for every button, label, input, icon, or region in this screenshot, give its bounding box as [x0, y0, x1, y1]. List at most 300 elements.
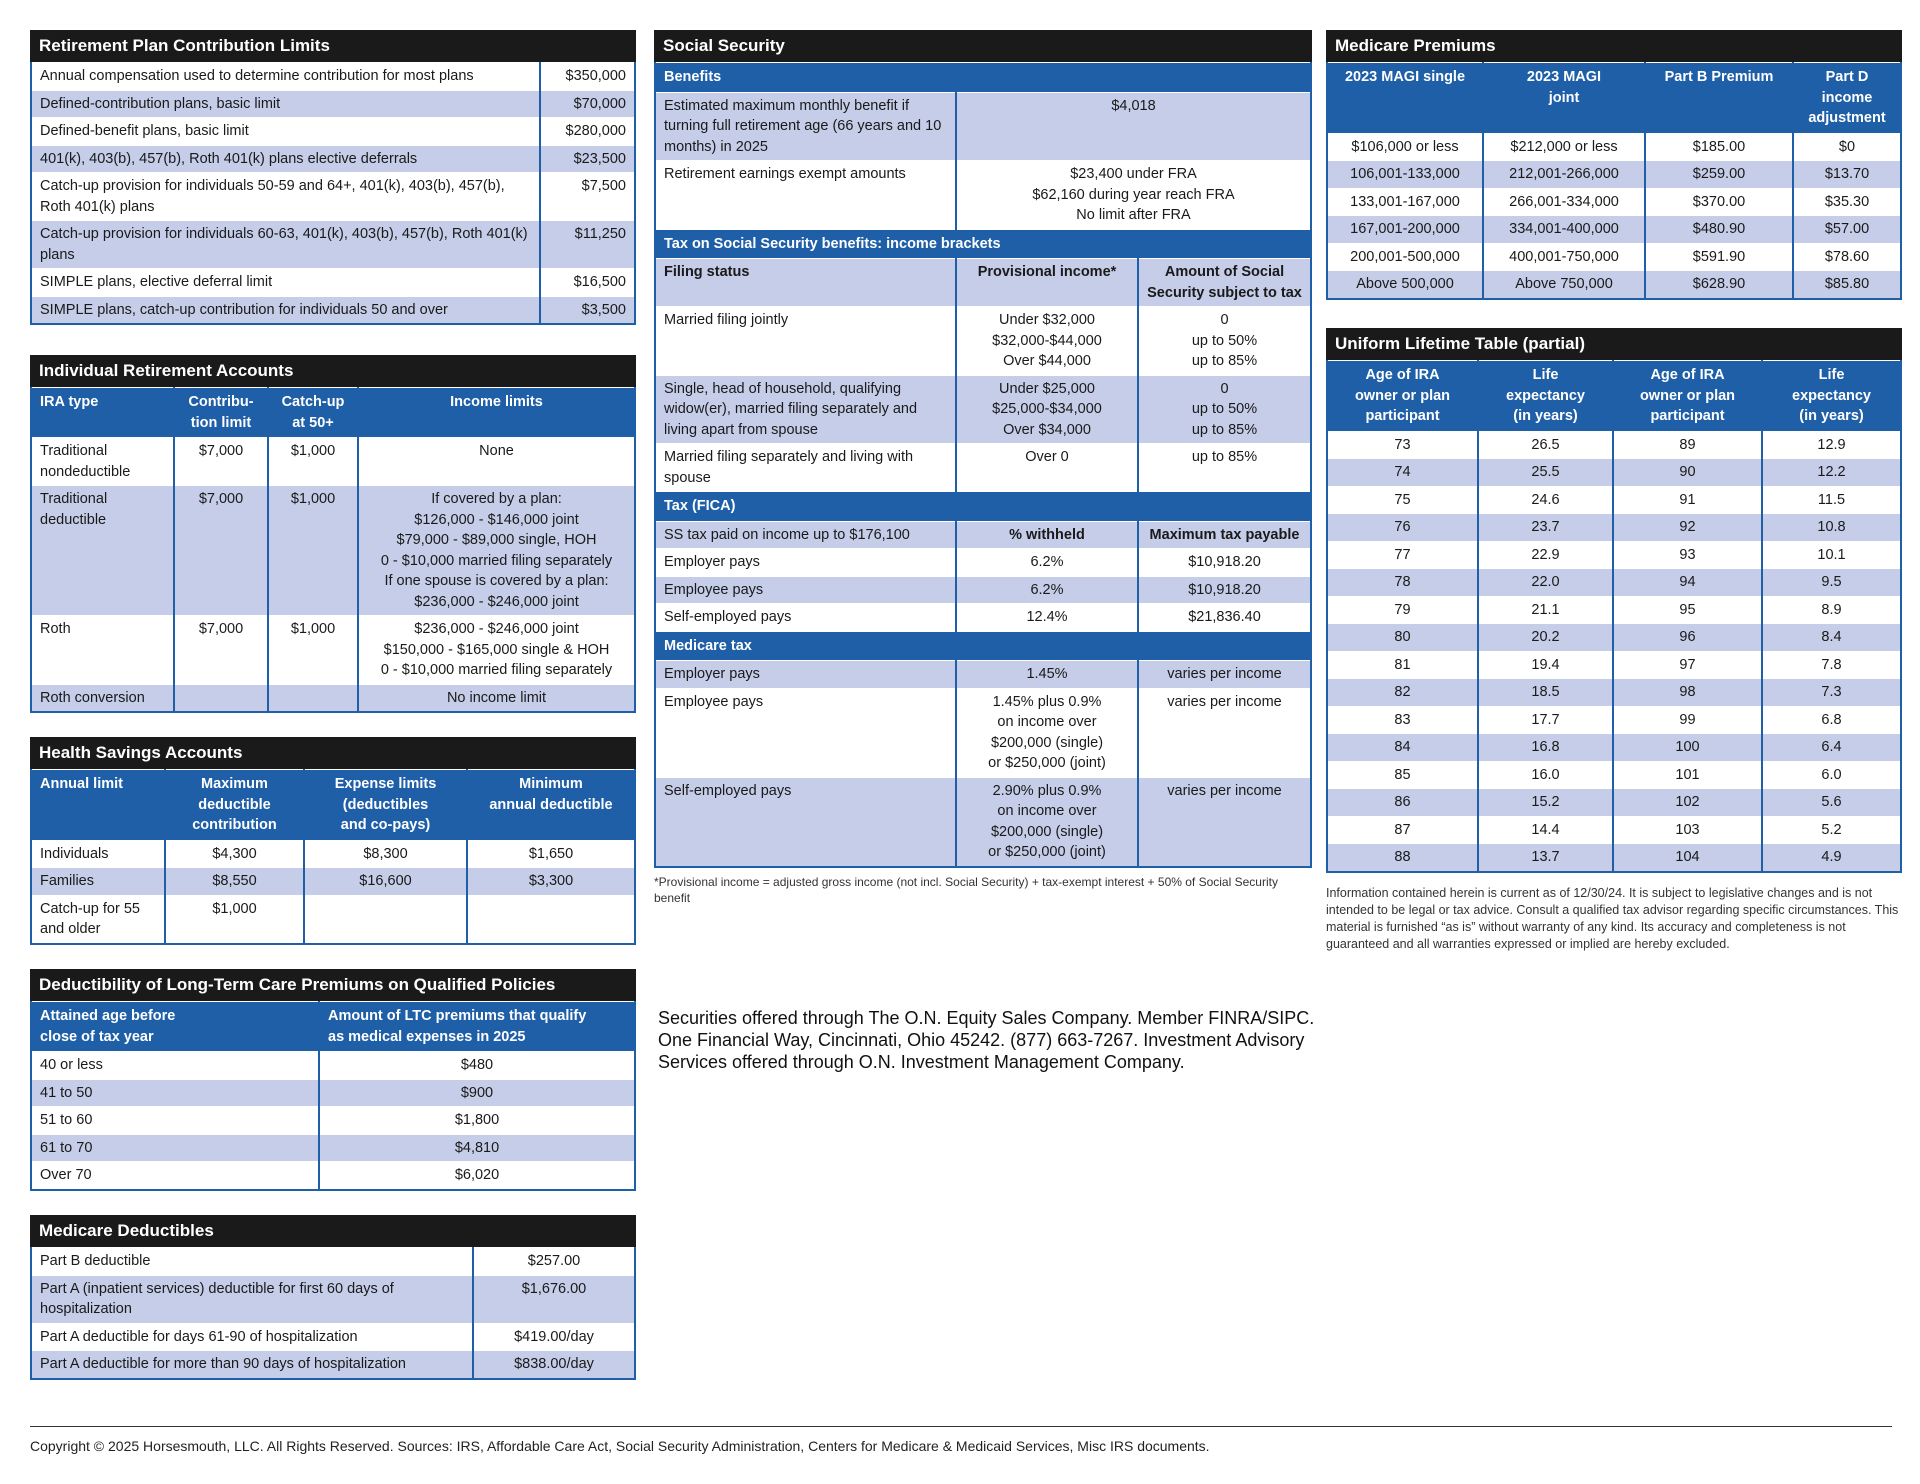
meddeduct-value: $1,676.00 [473, 1275, 634, 1323]
medprem-header-single: 2023 MAGI single [1328, 63, 1483, 134]
hsa-table [32, 769, 634, 943]
meddeduct-title: Medicare Deductibles [30, 1215, 636, 1247]
tax-header-provisional: Provisional income* [956, 259, 1138, 307]
medicare-tax-label: Employee pays [656, 688, 956, 777]
table-row [1328, 734, 1900, 762]
hsa-max: $1,000 [165, 895, 304, 943]
retirement-table [32, 62, 634, 323]
tax-header-filing: Filing status [656, 259, 956, 307]
ira-income: $236,000 - $246,000 joint $150,000 - $165,000 single & HOH 0 - $10,000 married filing separately [358, 616, 634, 685]
medprem-partd: $0 [1793, 133, 1900, 161]
medicare-premiums-table [1328, 62, 1900, 298]
ult-life: 22.0 [1478, 569, 1613, 597]
ult-age: 76 [1328, 514, 1478, 542]
ira-type: Roth [32, 616, 174, 685]
ult-life: 7.3 [1762, 679, 1900, 707]
medprem-joint: Above 750,000 [1483, 271, 1645, 298]
table-row [1328, 514, 1900, 542]
hsa-title: Health Savings Accounts [30, 737, 636, 769]
table-row [1328, 761, 1900, 789]
retirement-label: Annual compensation used to determine contribution for most plans [32, 63, 540, 91]
ult-life: 8.4 [1762, 624, 1900, 652]
table-row [32, 1275, 634, 1323]
table-row [32, 145, 634, 173]
table-row [32, 616, 634, 685]
retirement-value: $350,000 [540, 63, 634, 91]
retirement-label: Catch-up provision for individuals 50-59 and 64+, 401(k), 403(b), 457(b), Roth 401(k) plans [32, 173, 540, 221]
social-security-title: Social Security [654, 30, 1312, 62]
ult-life: 17.7 [1478, 706, 1613, 734]
ult-age: 99 [1613, 706, 1762, 734]
hsa-label: Families [32, 868, 165, 896]
retirement-label: SIMPLE plans, catch-up contribution for individuals 50 and over [32, 296, 540, 323]
tax-amount: 0 up to 50% up to 85% [1138, 375, 1310, 444]
table-row [32, 1323, 634, 1351]
medprem-partd: $13.70 [1793, 161, 1900, 189]
ltc-amount: $6,020 [319, 1162, 634, 1189]
table-row [1328, 243, 1900, 271]
table-row [1328, 706, 1900, 734]
table-row [1328, 216, 1900, 244]
medicare-tax-max: varies per income [1138, 777, 1310, 866]
retirement-value: $7,500 [540, 173, 634, 221]
ult-life: 9.5 [1762, 569, 1900, 597]
meddeduct-value: $838.00/day [473, 1351, 634, 1378]
ira-catchup [268, 684, 358, 711]
retirement-value: $280,000 [540, 118, 634, 146]
hsa-max: $4,300 [165, 840, 304, 868]
medprem-single: 106,001-133,000 [1328, 161, 1483, 189]
medprem-partd: $78.60 [1793, 243, 1900, 271]
ltc-header-age: Attained age before close of tax year [32, 1002, 319, 1052]
tax-header-amount: Amount of Social Security subject to tax [1138, 259, 1310, 307]
hsa-header-min: Minimum annual deductible [467, 770, 634, 841]
medicare-tax-rate: 1.45% [956, 661, 1138, 689]
ult-life: 6.0 [1762, 761, 1900, 789]
retirement-value: $23,500 [540, 145, 634, 173]
hsa-expense: $16,600 [304, 868, 467, 896]
ult-age: 104 [1613, 844, 1762, 871]
meddeduct-table [32, 1247, 634, 1378]
ult-life: 24.6 [1478, 486, 1613, 514]
fica-label: Employee pays [656, 576, 956, 604]
ult-age: 75 [1328, 486, 1478, 514]
ult-life: 16.0 [1478, 761, 1613, 789]
medicare-tax-max: varies per income [1138, 661, 1310, 689]
ult-life: 20.2 [1478, 624, 1613, 652]
hsa-label: Catch-up for 55 and older [32, 895, 165, 943]
tax-header-row [656, 259, 1310, 307]
tax-status: Married filing jointly [656, 307, 956, 376]
tax-brackets-subheading-label: Tax on Social Security benefits: income brackets [656, 229, 1310, 259]
hsa-expense: $8,300 [304, 840, 467, 868]
ult-age: 101 [1613, 761, 1762, 789]
tax-row [656, 375, 1310, 444]
medprem-partd: $35.30 [1793, 188, 1900, 216]
ira-catchup: $1,000 [268, 616, 358, 685]
medprem-joint: 212,001-266,000 [1483, 161, 1645, 189]
medprem-partb: $628.90 [1645, 271, 1793, 298]
retirement-value: $3,500 [540, 296, 634, 323]
table-row [1328, 541, 1900, 569]
meddeduct-label: Part B deductible [32, 1248, 473, 1276]
uniform-lifetime-panel [1326, 328, 1902, 953]
table-row [32, 1162, 634, 1189]
table-row [32, 1079, 634, 1107]
hsa-max: $8,550 [165, 868, 304, 896]
ult-life: 18.5 [1478, 679, 1613, 707]
medprem-partb: $480.90 [1645, 216, 1793, 244]
fica-row [656, 549, 1310, 577]
ltc-age: 41 to 50 [32, 1079, 319, 1107]
ult-age: 93 [1613, 541, 1762, 569]
medprem-partb: $370.00 [1645, 188, 1793, 216]
table-row [32, 118, 634, 146]
fica-withheld: 6.2% [956, 549, 1138, 577]
table-row [32, 684, 634, 711]
ult-life: 23.7 [1478, 514, 1613, 542]
meddeduct-value: $419.00/day [473, 1323, 634, 1351]
ult-life: 10.1 [1762, 541, 1900, 569]
ult-life: 16.8 [1478, 734, 1613, 762]
ltc-amount: $480 [319, 1052, 634, 1080]
ira-limit: $7,000 [174, 438, 268, 486]
tax-brackets-subheading [656, 229, 1310, 259]
ira-type: Traditional nondeductible [32, 438, 174, 486]
table-row [32, 221, 634, 269]
ult-life: 8.9 [1762, 596, 1900, 624]
hsa-expense [304, 895, 467, 943]
ult-life: 15.2 [1478, 789, 1613, 817]
fica-withheld: 6.2% [956, 576, 1138, 604]
ult-age: 95 [1613, 596, 1762, 624]
ult-header-life-1: Life expectancy (in years) [1478, 361, 1613, 432]
tax-income: Under $32,000 $32,000-$44,000 Over $44,000 [956, 307, 1138, 376]
hsa-label: Individuals [32, 840, 165, 868]
ltc-header-amount: Amount of LTC premiums that qualify as medical expenses in 2025 [319, 1002, 634, 1052]
ult-age: 91 [1613, 486, 1762, 514]
provisional-income-footnote: *Provisional income = adjusted gross income (not incl. Social Security) + tax-exempt interest + 50% of Social Security benefit [654, 874, 1278, 905]
retirement-value: $70,000 [540, 90, 634, 118]
ult-life: 14.4 [1478, 816, 1613, 844]
table-row [32, 1248, 634, 1276]
table-row [1328, 161, 1900, 189]
ult-age: 79 [1328, 596, 1478, 624]
fica-max: $21,836.40 [1138, 604, 1310, 632]
table-row [32, 1134, 634, 1162]
medprem-single: Above 500,000 [1328, 271, 1483, 298]
hsa-header-expense: Expense limits (deductibles and co-pays) [304, 770, 467, 841]
ult-life: 19.4 [1478, 651, 1613, 679]
table-row [1328, 459, 1900, 487]
ult-life: 25.5 [1478, 459, 1613, 487]
ult-age: 94 [1613, 569, 1762, 597]
ult-age: 74 [1328, 459, 1478, 487]
tax-amount: up to 85% [1138, 444, 1310, 492]
fica-subheading-label: Tax (FICA) [656, 492, 1310, 522]
ult-life: 7.8 [1762, 651, 1900, 679]
ult-age: 88 [1328, 844, 1478, 871]
fica-row [656, 604, 1310, 632]
ult-age: 89 [1613, 431, 1762, 459]
benefit-row [656, 161, 1310, 230]
benefits-subheading-label: Benefits [656, 63, 1310, 93]
ltc-table [32, 1001, 634, 1189]
retirement-title: Retirement Plan Contribution Limits [30, 30, 636, 62]
ult-life: 12.2 [1762, 459, 1900, 487]
retirement-label: 401(k), 403(b), 457(b), Roth 401(k) plans elective deferrals [32, 145, 540, 173]
ult-life: 4.9 [1762, 844, 1900, 871]
medprem-single: 200,001-500,000 [1328, 243, 1483, 271]
table-row [32, 438, 634, 486]
ltc-age: 40 or less [32, 1052, 319, 1080]
table-row [1328, 679, 1900, 707]
retirement-label: Catch-up provision for individuals 60-63, 401(k), 403(b), 457(b), Roth 401(k) plans [32, 221, 540, 269]
medprem-partd: $57.00 [1793, 216, 1900, 244]
retirement-label: Defined-benefit plans, basic limit [32, 118, 540, 146]
retirement-label: Defined-contribution plans, basic limit [32, 90, 540, 118]
meddeduct-panel [30, 1215, 636, 1380]
ira-limit [174, 684, 268, 711]
social-security-table [656, 62, 1310, 866]
fica-label: Employer pays [656, 549, 956, 577]
uniform-lifetime-table [1328, 360, 1900, 871]
fica-subheading [656, 492, 1310, 522]
ltc-age: Over 70 [32, 1162, 319, 1189]
meddeduct-label: Part A (inpatient services) deductible for first 60 days of hospitalization [32, 1275, 473, 1323]
medicare-tax-rate: 2.90% plus 0.9% on income over $200,000 (single) or $250,000 (joint) [956, 777, 1138, 866]
ult-age: 80 [1328, 624, 1478, 652]
retirement-panel [30, 30, 636, 325]
tax-row [656, 444, 1310, 492]
hsa-min [467, 895, 634, 943]
medprem-partd: $85.80 [1793, 271, 1900, 298]
table-row [32, 895, 634, 943]
hsa-header-max: Maximum deductible contribution [165, 770, 304, 841]
ira-title: Individual Retirement Accounts [30, 355, 636, 387]
ult-life: 6.4 [1762, 734, 1900, 762]
fica-header-row [656, 521, 1310, 549]
ult-life: 21.1 [1478, 596, 1613, 624]
ult-age: 87 [1328, 816, 1478, 844]
benefit-label: Estimated maximum monthly benefit if turning full retirement age (66 years and 10 months) in 2025 [656, 92, 956, 161]
medprem-single: $106,000 or less [1328, 133, 1483, 161]
ira-header-income: Income limits [358, 388, 634, 438]
ult-life: 5.6 [1762, 789, 1900, 817]
tax-income: Over 0 [956, 444, 1138, 492]
ult-age: 73 [1328, 431, 1478, 459]
medprem-single: 133,001-167,000 [1328, 188, 1483, 216]
ult-age: 90 [1613, 459, 1762, 487]
securities-disclosure: Securities offered through The O.N. Equity Sales Company. Member FINRA/SIPC. One Financial Way, Cincinnati, Ohio 45242. (877) 663-7267. Investment Advisory Services offered through O.N. Investment Management Company. [658, 1008, 1315, 1072]
medprem-partb: $591.90 [1645, 243, 1793, 271]
benefit-value: $4,018 [956, 92, 1310, 161]
ult-age: 84 [1328, 734, 1478, 762]
table-row [32, 63, 634, 91]
ult-life: 12.9 [1762, 431, 1900, 459]
table-row [1328, 651, 1900, 679]
ult-age: 83 [1328, 706, 1478, 734]
fica-label: Self-employed pays [656, 604, 956, 632]
table-row [32, 173, 634, 221]
ult-age: 86 [1328, 789, 1478, 817]
table-row [1328, 486, 1900, 514]
table-row [32, 90, 634, 118]
medprem-joint: 400,001-750,000 [1483, 243, 1645, 271]
ult-age: 82 [1328, 679, 1478, 707]
ltc-amount: $4,810 [319, 1134, 634, 1162]
ult-age: 78 [1328, 569, 1478, 597]
ltc-age: 51 to 60 [32, 1107, 319, 1135]
table-row [1328, 569, 1900, 597]
ult-age: 92 [1613, 514, 1762, 542]
ira-panel [30, 355, 636, 713]
hsa-min: $1,650 [467, 840, 634, 868]
table-row [1328, 188, 1900, 216]
medprem-single: 167,001-200,000 [1328, 216, 1483, 244]
hsa-header-annual: Annual limit [32, 770, 165, 841]
ult-life: 10.8 [1762, 514, 1900, 542]
ira-limit: $7,000 [174, 616, 268, 685]
benefit-row [656, 92, 1310, 161]
medprem-partb: $259.00 [1645, 161, 1793, 189]
medicare-tax-subheading-label: Medicare tax [656, 631, 1310, 661]
ult-age: 98 [1613, 679, 1762, 707]
ult-age: 100 [1613, 734, 1762, 762]
ira-income: If covered by a plan: $126,000 - $146,000 joint $79,000 - $89,000 single, HOH 0 - $10,000 married filing separately If one spouse is covered by a plan: $236,000 - $246,000 joint [358, 486, 634, 616]
fica-header-label: SS tax paid on income up to $176,100 [656, 521, 956, 549]
meddeduct-label: Part A deductible for days 61-90 of hospitalization [32, 1323, 473, 1351]
fica-header-withheld: % withheld [956, 521, 1138, 549]
copyright-text: Copyright © 2025 Horsesmouth, LLC. All Rights Reserved. Sources: IRS, Affordable Care Act, Social Security Administration, Centers for Medicare & Medicaid Services, Misc IRS documents. [30, 1438, 1210, 1454]
table-row [32, 296, 634, 323]
tax-income: Under $25,000 $25,000-$34,000 Over $34,000 [956, 375, 1138, 444]
table-row [1328, 624, 1900, 652]
ltc-amount: $900 [319, 1079, 634, 1107]
retirement-value: $16,500 [540, 269, 634, 297]
retirement-label: SIMPLE plans, elective deferral limit [32, 269, 540, 297]
table-row [1328, 133, 1900, 161]
ult-age: 85 [1328, 761, 1478, 789]
benefit-value: $23,400 under FRA $62,160 during year reach FRA No limit after FRA [956, 161, 1310, 230]
table-row [1328, 816, 1900, 844]
medprem-joint: 266,001-334,000 [1483, 188, 1645, 216]
table-row [1328, 596, 1900, 624]
table-row [1328, 789, 1900, 817]
ult-age: 77 [1328, 541, 1478, 569]
ult-life: 11.5 [1762, 486, 1900, 514]
social-security-panel [654, 30, 1312, 906]
medicare-tax-max: varies per income [1138, 688, 1310, 777]
ult-life: 22.9 [1478, 541, 1613, 569]
table-row [1328, 271, 1900, 298]
ult-life: 13.7 [1478, 844, 1613, 871]
table-row [32, 1351, 634, 1378]
medicare-premiums-panel [1326, 30, 1902, 300]
ult-life: 5.2 [1762, 816, 1900, 844]
ira-income: None [358, 438, 634, 486]
medprem-joint: 334,001-400,000 [1483, 216, 1645, 244]
tax-amount: 0 up to 50% up to 85% [1138, 307, 1310, 376]
uniform-lifetime-title: Uniform Lifetime Table (partial) [1326, 328, 1902, 360]
tax-status: Single, head of household, qualifying widow(er), married filing separately and living apart from spouse [656, 375, 956, 444]
ult-age: 103 [1613, 816, 1762, 844]
medprem-header-joint: 2023 MAGI joint [1483, 63, 1645, 134]
table-row [32, 868, 634, 896]
ira-type: Traditional deductible [32, 486, 174, 616]
ltc-panel [30, 969, 636, 1191]
ira-income: No income limit [358, 684, 634, 711]
ult-age: 102 [1613, 789, 1762, 817]
fica-max: $10,918.20 [1138, 576, 1310, 604]
table-row [32, 840, 634, 868]
ult-age: 81 [1328, 651, 1478, 679]
hsa-min: $3,300 [467, 868, 634, 896]
tax-status: Married filing separately and living with spouse [656, 444, 956, 492]
ira-header-type: IRA type [32, 388, 174, 438]
tax-row [656, 307, 1310, 376]
ira-type: Roth conversion [32, 684, 174, 711]
ult-age: 97 [1613, 651, 1762, 679]
medicare-tax-subheading [656, 631, 1310, 661]
ira-catchup: $1,000 [268, 486, 358, 616]
medprem-joint: $212,000 or less [1483, 133, 1645, 161]
benefits-subheading [656, 63, 1310, 93]
table-row [1328, 431, 1900, 459]
medicare-tax-row [656, 777, 1310, 866]
table-row [32, 486, 634, 616]
footer-divider [30, 1426, 1892, 1427]
ult-header-age-2: Age of IRA owner or plan participant [1613, 361, 1762, 432]
fica-max: $10,918.20 [1138, 549, 1310, 577]
ltc-age: 61 to 70 [32, 1134, 319, 1162]
ult-header-life-2: Life expectancy (in years) [1762, 361, 1900, 432]
medprem-partb: $185.00 [1645, 133, 1793, 161]
disclaimer-text: Information contained herein is current as of 12/30/24. It is subject to legislative changes and is not intended to be legal or tax advice. Consult a qualified tax advisor regarding specific circumstances. This material is furnished “as is” without warranty of any kind. Its accuracy and completeness is not guaranteed and all warranties expressed or implied are hereby excluded. [1326, 885, 1899, 951]
ira-header-limit: Contribu- tion limit [174, 388, 268, 438]
ult-age: 96 [1613, 624, 1762, 652]
ult-header-age-1: Age of IRA owner or plan participant [1328, 361, 1478, 432]
medicare-tax-row [656, 688, 1310, 777]
table-row [1328, 844, 1900, 871]
retirement-value: $11,250 [540, 221, 634, 269]
medicare-tax-rate: 1.45% plus 0.9% on income over $200,000 (single) or $250,000 (joint) [956, 688, 1138, 777]
medicare-tax-row [656, 661, 1310, 689]
ult-life: 6.8 [1762, 706, 1900, 734]
medprem-header-partb: Part B Premium [1645, 63, 1793, 134]
table-row [32, 1107, 634, 1135]
fica-header-max: Maximum tax payable [1138, 521, 1310, 549]
fica-row [656, 576, 1310, 604]
ltc-title: Deductibility of Long-Term Care Premiums on Qualified Policies [30, 969, 636, 1001]
ira-catchup: $1,000 [268, 438, 358, 486]
fica-withheld: 12.4% [956, 604, 1138, 632]
ltc-amount: $1,800 [319, 1107, 634, 1135]
medicare-tax-label: Employer pays [656, 661, 956, 689]
table-row [32, 1052, 634, 1080]
ult-life: 26.5 [1478, 431, 1613, 459]
ira-table [32, 387, 634, 711]
benefit-label: Retirement earnings exempt amounts [656, 161, 956, 230]
ira-header-catchup: Catch-up at 50+ [268, 388, 358, 438]
ira-limit: $7,000 [174, 486, 268, 616]
medicare-premiums-title: Medicare Premiums [1326, 30, 1902, 62]
medicare-tax-label: Self-employed pays [656, 777, 956, 866]
meddeduct-label: Part A deductible for more than 90 days of hospitalization [32, 1351, 473, 1378]
table-row [32, 269, 634, 297]
medprem-header-partd: Part D income adjustment [1793, 63, 1900, 134]
meddeduct-value: $257.00 [473, 1248, 634, 1276]
